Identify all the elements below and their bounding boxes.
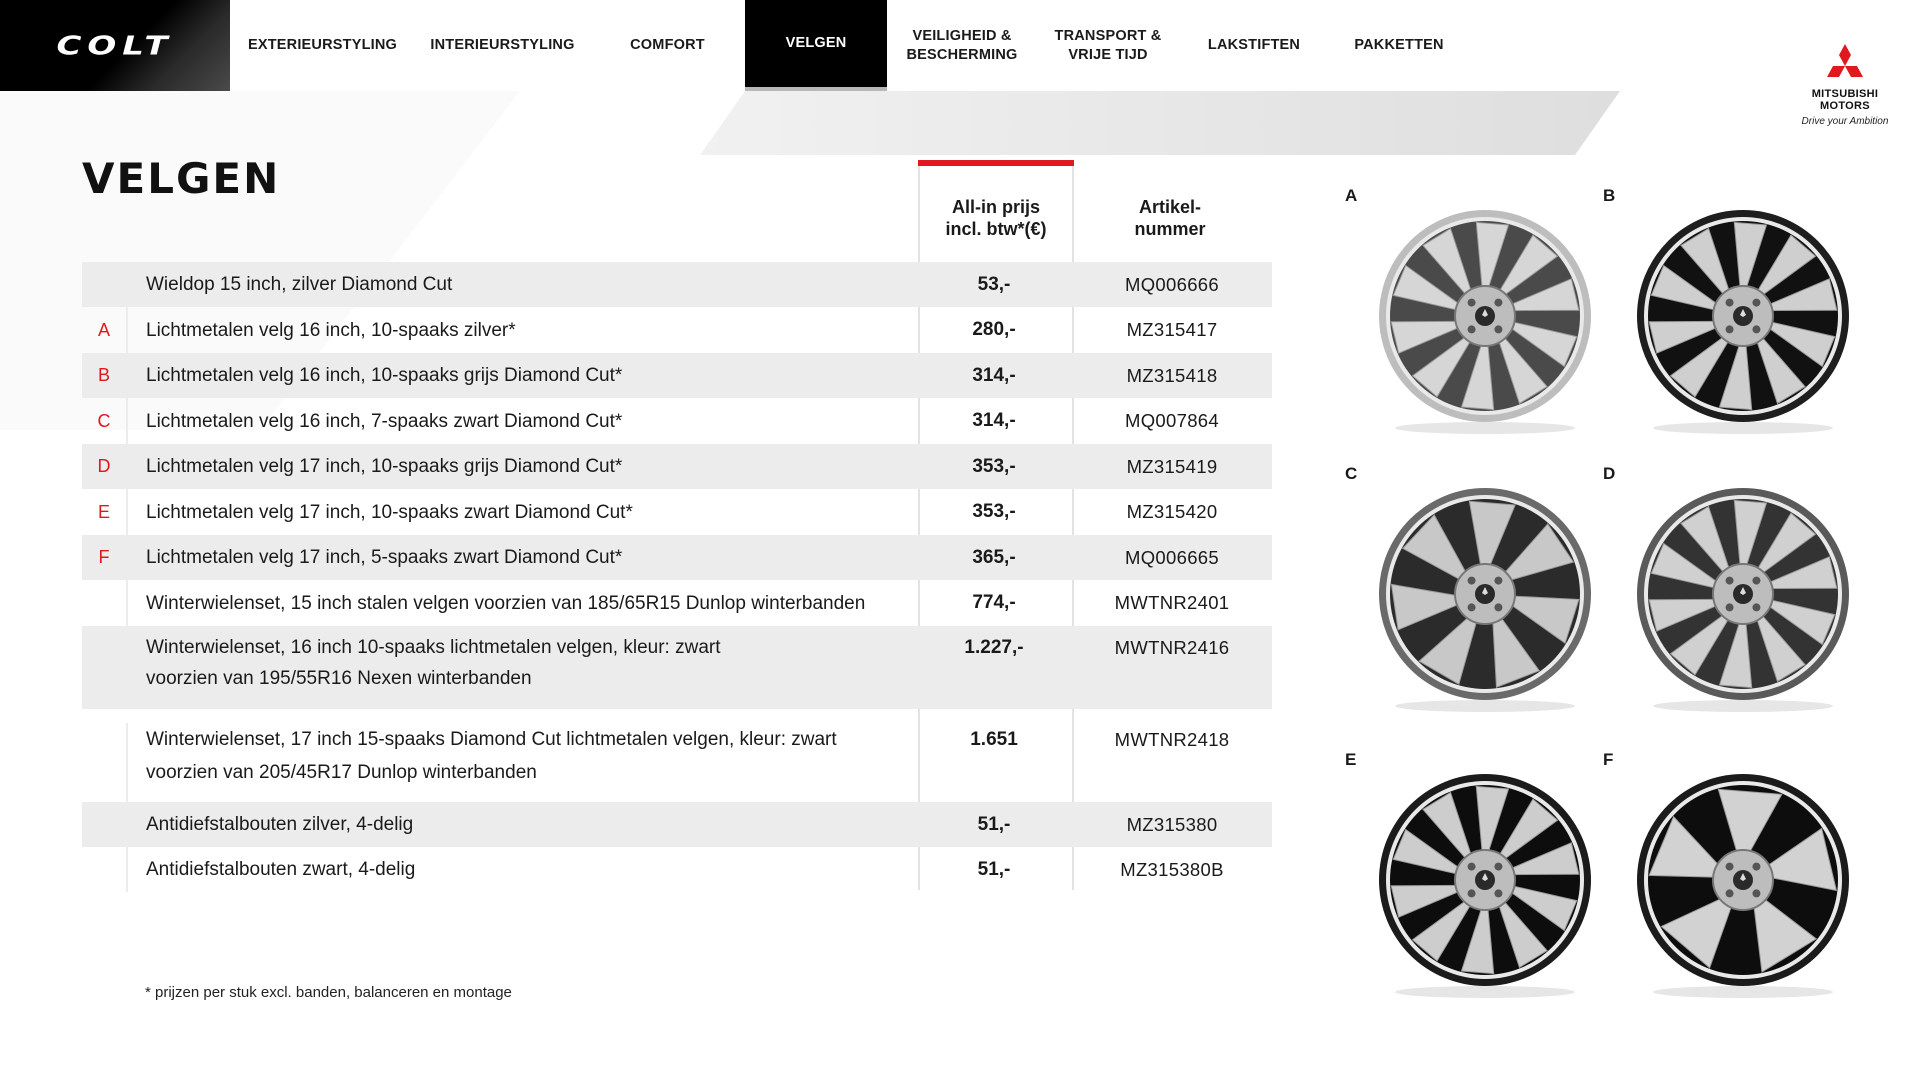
table-row: A Lichtmetalen velg 16 inch, 10-spaaks zilver* 280,- MZ315417 <box>82 307 1272 353</box>
table-row: C Lichtmetalen velg 16 inch, 7-spaaks zwart Diamond Cut* 314,- MQ007864 <box>82 398 1272 444</box>
table-row: E Lichtmetalen velg 17 inch, 10-spaaks zwart Diamond Cut* 353,- MZ315420 <box>82 489 1272 535</box>
nav-transport-vrije-tijd[interactable]: TRANSPORT & VRIJE TIJD <box>1054 27 1162 63</box>
nav-interieurstyling[interactable]: INTERIEURSTYLING <box>430 37 575 53</box>
nav-pakketten[interactable]: PAKKETTEN <box>1354 37 1444 53</box>
nav-velgen[interactable]: VELGEN <box>745 0 887 91</box>
wheel-a-image: A <box>1345 186 1615 456</box>
price-column-accent <box>918 160 1074 166</box>
table-row: Winterwielenset, 16 inch 10-spaaks lichtmetalen velgen, kleur: zwart voorzien van 195/55R16 Nexen winterbanden 1.227,- MWTNR2416 <box>82 626 1272 709</box>
wheel-f-icon <box>1633 770 1853 1000</box>
table-row: Winterwielenset, 15 inch stalen velgen voorzien van 185/65R15 Dunlop winterbanden 774,- MWTNR2401 <box>82 580 1272 626</box>
table-row: Winterwielenset, 17 inch 15-spaaks Diamond Cut lichtmetalen velgen, kleur: zwart voorzien van 205/45R17 Dunlop winterbanden 1.651 MWTNR2418 <box>82 709 1272 802</box>
three-diamonds-icon <box>1822 44 1868 88</box>
footnote: * prijzen per stuk excl. banden, balanceren en montage <box>145 984 512 1001</box>
table-row: Antidiefstalbouten zilver, 4-delig 51,- MZ315380 <box>82 802 1272 847</box>
table-row: Wieldop 15 inch, zilver Diamond Cut 53,- MQ006666 <box>82 262 1272 307</box>
table-row: Antidiefstalbouten zwart, 4-delig 51,- MZ315380B <box>82 847 1272 892</box>
wheel-c-image: C <box>1345 464 1615 734</box>
nav-exterieurstyling[interactable]: EXTERIEURSTYLING <box>247 37 398 53</box>
wheel-c-icon <box>1375 484 1595 714</box>
wheel-d-image: D <box>1603 464 1873 734</box>
wheel-e-icon <box>1375 770 1595 1000</box>
wheel-b-icon <box>1633 206 1853 436</box>
wheel-b-image: B <box>1603 186 1873 456</box>
price-table <box>82 262 1272 892</box>
wheel-d-icon <box>1633 484 1853 714</box>
table-row: B Lichtmetalen velg 16 inch, 10-spaaks grijs Diamond Cut* 314,- MZ315418 <box>82 353 1272 398</box>
wheel-f-image: F <box>1603 750 1873 1020</box>
page-title: VELGEN <box>82 154 281 203</box>
wheel-e-image: E <box>1345 750 1615 1020</box>
nav-comfort[interactable]: COMFORT <box>630 37 705 53</box>
nav-veiligheid-bescherming[interactable]: VEILIGHEID & BESCHERMING <box>906 27 1018 63</box>
colt-brand-logo[interactable]: COLT <box>0 0 230 91</box>
wheel-gallery <box>1305 150 1905 1010</box>
table-row: F Lichtmetalen velg 17 inch, 5-spaaks zwart Diamond Cut* 365,- MQ006665 <box>82 535 1272 580</box>
nav-lakstiften[interactable]: LAKSTIFTEN <box>1207 37 1301 53</box>
top-navigation <box>230 0 1469 91</box>
article-header: Artikel- nummer <box>1134 197 1206 239</box>
mitsubishi-logo: MITSUBISHI MOTORS Drive your Ambition <box>1790 44 1900 127</box>
price-header: All-in prijs incl. btw*(€) <box>945 197 1047 239</box>
table-row: D Lichtmetalen velg 17 inch, 10-spaaks grijs Diamond Cut* 353,- MZ315419 <box>82 444 1272 489</box>
wheel-a-icon <box>1375 206 1595 436</box>
